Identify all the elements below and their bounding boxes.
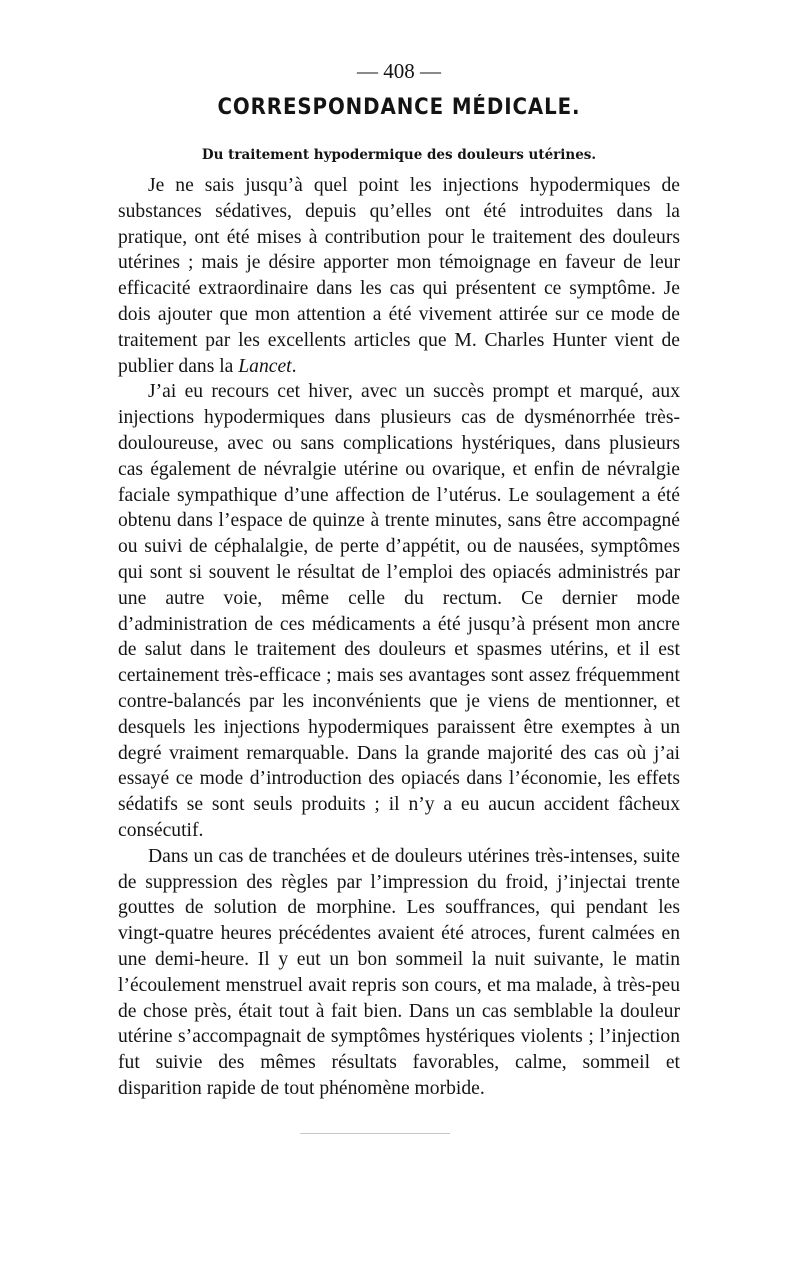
article-title: Du traitement hypodermique des douleurs utérines.: [201, 147, 597, 163]
document-page: [118, 58, 680, 1102]
page-number: — 408 —: [357, 59, 441, 83]
paragraph-2: J’ai eu recours cet hiver, avec un succès prompt et marqué, aux injections hypodermiques dans plusieurs cas de dysménorrhée très-douloureuse, avec ou sans complications hystériques, dans plusieurs cas également de névralgie utérine ou ovarique, et enfin de névralgie faciale sympathique d’une affection de l’utérus. Le soulagement a été obtenu dans l’espace de quinze à trente minutes, sans être accompagné ou suivi de céphalalgie, de perte d’appétit, ou de nausées, symptômes qui sont si souvent le résultat de l’emploi des opiacés administrés par une autre voie, même celle du rectum. Ce dernier mode d’administration de ces médicaments a été jusqu’à présent mon ancre de salut dans le traitement des douleurs et spasmes utérins, et il est certainement très-efficace ; mais ses avantages sont assez fréquemment contre-balancés par les inconvénients que je viens de mentionner, et desquels les injections hypodermiques paraissent être exemptes à un degré vraiment remarquable. Dans la grande majorité des cas où j’ai essayé ce mode d’introduction des opiacés dans l’économie, les effets sédatifs se sont seuls produits ; il n’y a eu aucun accident fâcheux consécutif.: [118, 381, 680, 841]
paragraph-3: Dans un cas de tranchées et de douleurs utérines très-intenses, suite de suppression des règles par l’impression du froid, j’injectai trente gouttes de solution de morphine. Les souffrances, qui pendant les vingt-quatre heures précédentes avaient été atroces, furent calmées en une demi-heure. Il y eut un bon sommeil la nuit suivante, le matin l’écoulement menstruel avait repris son cours, et ma malade, à très-peu de chose près, était tout à fait bien. Dans un cas semblable la douleur utérine s’accompagnait de symptômes hystériques violents ; l’injection fut suivie des mêmes résultats favorables, calme, sommeil et disparition rapide de tout phénomène morbide.: [118, 845, 680, 1099]
end-rule: [300, 1133, 450, 1134]
paragraph-1-text: Je ne sais jusqu’à quel point les injections hypodermiques de substances sédatives, depuis qu’elles ont été introduites dans la pratique, ont été mises à contribution pour le traitement des douleurs utérines ; mais je désire apporter mon témoignage en faveur de leur efficacité extraordinaire dans les cas qui présentent ce symptôme. Je dois ajouter que mon attention a été vivement attirée sur ce mode de traitement par les excellents articles que M. Charles Hunter vient de publier dans la: [118, 175, 680, 377]
section-heading: CORRESPONDANCE MÉDICALE.: [217, 95, 581, 120]
paragraph-1: [118, 173, 680, 379]
journal-name: Lancet: [238, 355, 292, 377]
paragraph-1-end: .: [291, 355, 297, 377]
